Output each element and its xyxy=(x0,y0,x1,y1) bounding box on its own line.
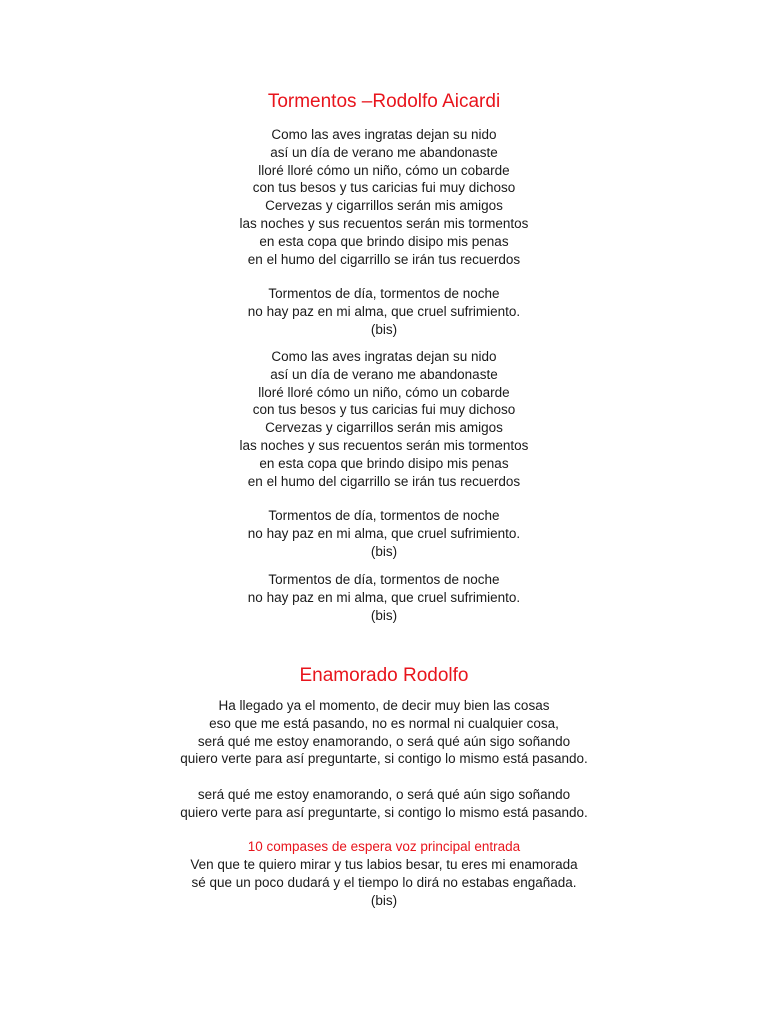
lyric-line: en el humo del cigarrillo se irán tus recuerdos xyxy=(247,473,521,489)
lyric-line: será qué me estoy enamorando, o será qué aún sigo soñando xyxy=(197,733,571,749)
enamorado-verse-1 xyxy=(0,697,768,768)
lyric-line: Como las aves ingratas dejan su nido xyxy=(271,349,497,364)
song-title-tormentos: Tormentos –Rodolfo Aicardi xyxy=(267,91,501,112)
repeat-marker: (bis) xyxy=(370,321,398,337)
lyric-line: Cervezas y cigarrillos serán mis amigos xyxy=(265,198,503,214)
lyric-line: sé que un poco dudará y el tiempo lo dirá no estabas engañada. xyxy=(191,874,577,890)
song-title-enamorado: Enamorado Rodolfo xyxy=(299,665,469,686)
lyric-line: será qué me estoy enamorando, o será qué aún sigo soñando xyxy=(197,787,571,802)
lyric-line: con tus besos y tus caricias fui muy dichoso xyxy=(252,402,516,418)
repeat-marker: (bis) xyxy=(370,543,398,559)
tormentos-verse-2 xyxy=(0,348,768,490)
lyric-line: no hay paz en mi alma, que cruel sufrimiento. xyxy=(247,589,521,605)
lyric-line: Tormentos de día, tormentos de noche xyxy=(268,508,500,523)
repeat-marker: (bis) xyxy=(370,607,398,623)
enamorado-verse-3 xyxy=(0,856,768,909)
lyric-line: lloré lloré cómo un niño, cómo un cobarde xyxy=(258,384,510,400)
lyric-line: no hay paz en mi alma, que cruel sufrimiento. xyxy=(247,525,521,541)
lyric-line: lloré lloré cómo un niño, cómo un cobarde xyxy=(258,162,510,178)
instruction-note: 10 compases de espera voz principal entrada xyxy=(247,839,521,854)
lyric-line: así un día de verano me abandonaste xyxy=(270,144,498,160)
lyric-line: quiero verte para así preguntarte, si contigo lo mismo está pasando. xyxy=(180,804,588,820)
lyric-line: Tormentos de día, tormentos de noche xyxy=(268,286,500,301)
tormentos-chorus-2 xyxy=(0,507,768,560)
lyric-line: Como las aves ingratas dejan su nido xyxy=(271,127,497,142)
lyric-line: las noches y sus recuentos serán mis tormentos xyxy=(239,437,529,453)
tormentos-chorus-1 xyxy=(0,285,768,338)
lyric-line: no hay paz en mi alma, que cruel sufrimiento. xyxy=(247,303,521,319)
tormentos-verse-1 xyxy=(0,126,768,268)
lyric-line: Tormentos de día, tormentos de noche xyxy=(268,572,500,587)
lyric-line: así un día de verano me abandonaste xyxy=(270,366,498,382)
lyric-line: Ha llegado ya el momento, de decir muy bien las cosas xyxy=(218,698,550,713)
repeat-marker: (bis) xyxy=(370,892,398,908)
lyric-line: en el humo del cigarrillo se irán tus recuerdos xyxy=(247,251,521,267)
lyric-line: con tus besos y tus caricias fui muy dichoso xyxy=(252,180,516,196)
tormentos-chorus-3 xyxy=(0,571,768,624)
enamorado-verse-2 xyxy=(0,786,768,822)
lyric-line: en esta copa que brindo disipo mis penas xyxy=(259,455,509,471)
lyric-line: Cervezas y cigarrillos serán mis amigos xyxy=(265,420,503,436)
lyric-line: Ven que te quiero mirar y tus labios besar, tu eres mi enamorada xyxy=(190,857,578,872)
lyric-line: quiero verte para así preguntarte, si contigo lo mismo está pasando. xyxy=(180,751,588,767)
lyric-line: las noches y sus recuentos serán mis tormentos xyxy=(239,215,529,231)
lyric-line: en esta copa que brindo disipo mis penas xyxy=(259,233,509,249)
lyric-line: eso que me está pasando, no es normal ni cualquier cosa, xyxy=(209,715,559,731)
